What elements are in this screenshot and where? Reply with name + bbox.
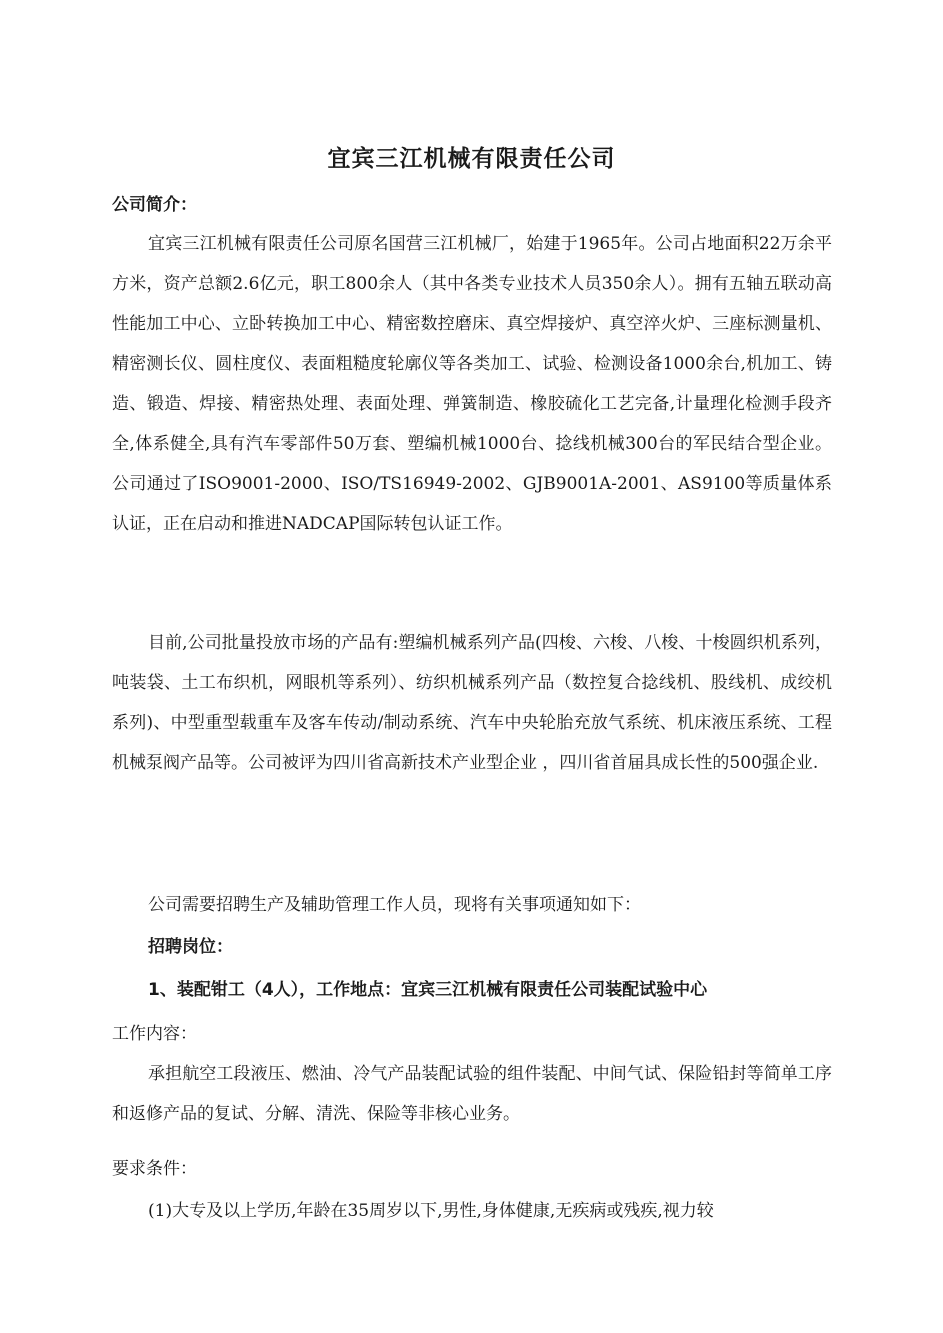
positions-heading: 招聘岗位： [148, 937, 233, 957]
intro-heading: 公司简介： [112, 195, 197, 215]
requirement-1: (1)大专及以上学历,年龄在35周岁以下,男性,身体健康,无疾病或残疾,视力较 [148, 1201, 714, 1221]
intro-paragraph-1: 宜宾三江机械有限责任公司原名国营三江机械厂，始建于1965年。公司占地面积22万余平方米，资产总额2.6亿元，职工800余人（其中各类专业技术人员350余人）。拥有五轴五联动高性能加工中心、立卧转换加工中心、精密数控磨床、真空焊接炉、真空淬火炉、三座标测量机、精密测长仪、圆柱度仪、表面粗糙度轮廓仪等各类加工、试验、检测设备1000余台,机加工、铸造、锻造、焊接、精密热处理、表面处理、弹簧制造、橡胶硫化工艺完备,计量理化检测手段齐全,体系健全,具有汽车零部件50万套、塑编机械1000台、捻线机械300台的军民结合型企业。公司通过了ISO9001-2000、ISO/TS16949-2002、GJB9001A-2001、AS9100等质量体系认证，正在启动和推进NADCAP国际转包认证工作。 [112, 234, 832, 534]
work-content-label: 工作内容： [112, 1024, 197, 1044]
work-content-text: 承担航空工段液压、燃油、冷气产品装配试验的组件装配、中间气试、保险铅封等简单工序和返修产品的复试、分解、清洗、保险等非核心业务。 [112, 1064, 832, 1124]
document-title: 宜宾三江机械有限责任公司 [327, 146, 616, 172]
position-1-title: 1、装配钳工（4人），工作地点：宜宾三江机械有限责任公司装配试验中心 [148, 980, 708, 1000]
requirements-label: 要求条件： [112, 1159, 197, 1179]
recruit-notice: 公司需要招聘生产及辅助管理工作人员，现将有关事项通知如下： [148, 895, 641, 915]
intro-paragraph-2: 目前,公司批量投放市场的产品有:塑编机械系列产品(四梭、六梭、八梭、十梭圆织机系列，吨装袋、土工布织机，网眼机等系列）、纺织机械系列产品（数控复合捻线机、股线机、成绞机系列)、中型重型载重车及客车传动/制动系统、汽车中央轮胎充放气系统、机床液压系统、工程机械泵阀产品等。公司被评为四川省高新技术产业型企业 ，四川省首届具成长性的500强企业. [112, 633, 832, 773]
